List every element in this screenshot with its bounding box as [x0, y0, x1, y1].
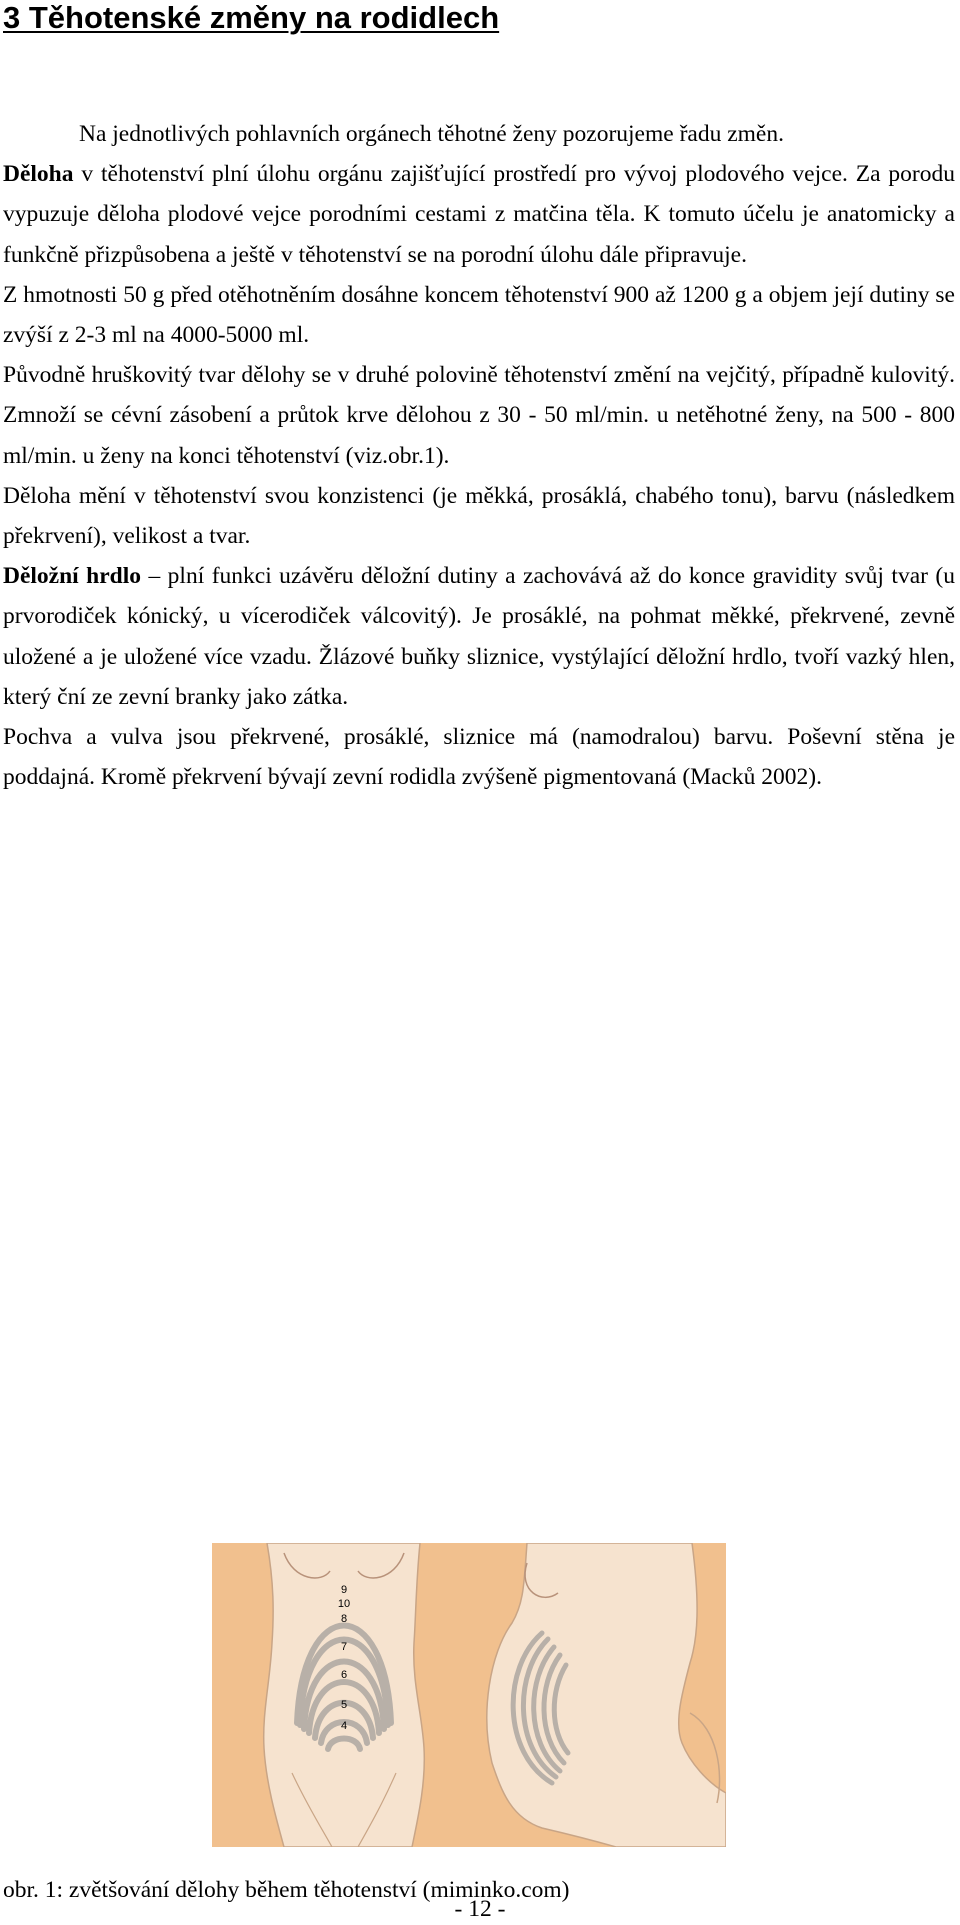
- illustration-svg: [212, 1543, 726, 1847]
- month-label-10: 10: [337, 1598, 351, 1610]
- uterus-growth-illustration: [212, 1543, 726, 1847]
- cervix-term: Děložní hrdlo: [3, 563, 142, 590]
- month-label-6: 6: [340, 1669, 348, 1681]
- uterus-text: v těhotenství plní úlohu orgánu zajišťující prostředí pro vývoj plodového vejce. Za porodu vypuzuje děloha plodové vejce porodními cestami z matčina těla. K tomuto účelu je anatomicky a funkčně přizpůsobena a ještě v těhotenství se na porodní úlohu dále připravuje.: [3, 161, 955, 268]
- month-label-8: 8: [340, 1613, 348, 1625]
- page-number: - 12 -: [454, 1896, 506, 1922]
- figure-caption: obr. 1: zvětšování dělohy během těhotenství (miminko.com): [3, 1877, 570, 1903]
- uterus-term: Děloha: [3, 161, 74, 188]
- vagina-paragraph: Pochva a vulva jsou překrvené, prosáklé, sliznice má (namodralou) barvu. Poševní stěna je poddajná. Kromě překrvení bývají zevní rodidla zvýšeně pigmentovaná (Macků 2002).: [3, 724, 955, 791]
- weight-paragraph: Z hmotnosti 50 g před otěhotněním dosáhne koncem těhotenství 900 až 1200 g a objem její dutiny se zvýší z 2-3 ml na 4000-5000 ml.: [3, 281, 955, 349]
- cervix-paragraph: [3, 556, 955, 717]
- month-label-7: 7: [340, 1641, 348, 1653]
- consistency-paragraph: Děloha mění v těhotenství svou konzistenci (je měkká, prosáklá, chabého tonu), barvu (následkem překrvení), velikost a tvar.: [3, 482, 955, 550]
- body-text: [3, 114, 955, 797]
- cervix-text: – plní funkci uzávěru děložní dutiny a zachovává až do konce gravidity svůj tvar (u prvorodiček kónický, u vícerodiček válcovitý). Je prosáklé, na pohmat měkké, překrvené, zevně uložené a je uložené více vzadu. Žlázové buňky sliznice, vystýlající děložní hrdlo, tvoří vazký hlen, který ční ze zevní branky jako zátka.: [3, 563, 955, 710]
- section-heading: 3 Těhotenské změny na rodidlech: [3, 0, 500, 35]
- month-label-9: 9: [340, 1584, 348, 1596]
- uterus-paragraph: [3, 154, 955, 275]
- shape-paragraph: Původně hruškovitý tvar dělohy se v druhé polovině těhotenství změní na vejčitý, případně kulovitý. Zmnoží se cévní zásobení a průtok krve dělohou z 30 - 50 ml/min. u netěhotné ženy, na 500 - 800 ml/min. u ženy na konci těhotenství (viz.obr.1).: [3, 362, 955, 469]
- month-label-5: 5: [340, 1699, 348, 1711]
- intro-paragraph: Na jednotlivých pohlavních orgánech těhotné ženy pozorujeme řadu změn.: [79, 121, 784, 147]
- month-label-4: 4: [340, 1720, 348, 1732]
